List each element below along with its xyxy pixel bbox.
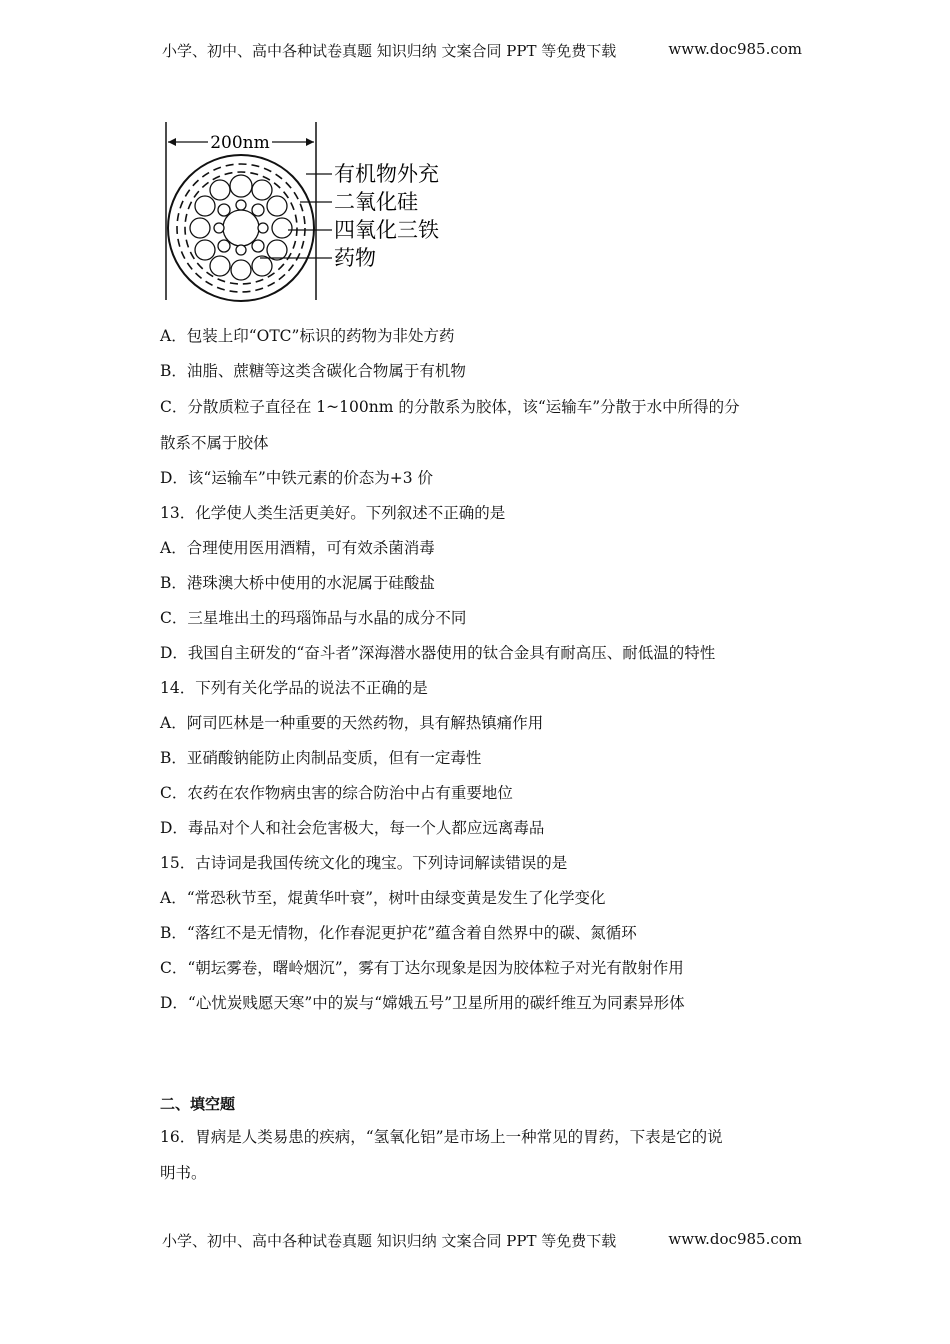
option-c-15: C．“朝坛雾卷，曙岭烟沉”，雾有丁达尔现象是因为胶体粒子对光有散射作用 xyxy=(160,959,684,977)
question-13: 13．化学使人类生活更美好。下列叙述不正确的是 xyxy=(160,504,506,522)
footer-url: www.doc985.com xyxy=(668,1230,802,1248)
option-d-12: D．该“运输车”中铁元素的价态为+3 价 xyxy=(160,469,434,487)
header-text: 小学、初中、高中各种试卷真题 知识归纳 文案合同 PPT 等免费下载 xyxy=(162,42,617,60)
header-url: www.doc985.com xyxy=(668,40,802,58)
question-14: 14．下列有关化学品的说法不正确的是 xyxy=(160,679,428,697)
option-b-14: B．亚硝酸钠能防止肉制品变质，但有一定毒性 xyxy=(160,749,482,767)
option-c-12-cont: 散系不属于胶体 xyxy=(160,434,269,452)
option-b-12: B．油脂、蔗糖等这类含碳化合物属于有机物 xyxy=(160,362,466,380)
section-title: 二、填空题 xyxy=(160,1095,236,1113)
footer-text: 小学、初中、高中各种试卷真题 知识归纳 文案合同 PPT 等免费下载 xyxy=(162,1232,617,1250)
option-b-13: B．港珠澳大桥中使用的水泥属于硅酸盐 xyxy=(160,574,435,592)
option-a-15: A．“常恐秋节至，焜黄华叶衰”，树叶由绿变黄是发生了化学变化 xyxy=(160,889,606,907)
label-organic-shell: 有机物外充 xyxy=(334,162,439,186)
page-header xyxy=(162,40,802,61)
question-16-cont: 明书。 xyxy=(160,1164,207,1182)
option-d-13: D．我国自主研发的“奋斗者”深海潜水器使用的钛合金具有耐高压、耐低温的特性 xyxy=(160,644,716,662)
option-c-12: C．分散质粒子直径在 1~100nm 的分散系为胶体，该“运输车”分散于水中所得的分 xyxy=(160,398,740,416)
question-16: 16．胃病是人类易患的疾病，“氢氧化铝”是市场上一种常见的胃药，下表是它的说 xyxy=(160,1128,723,1146)
page-footer xyxy=(162,1230,802,1251)
option-a-12: A．包装上印“OTC”标识的药物为非处方药 xyxy=(160,327,455,345)
question-15: 15．古诗词是我国传统文化的瑰宝。下列诗词解读错误的是 xyxy=(160,854,568,872)
label-silica: 二氧化硅 xyxy=(334,190,418,214)
option-a-13: A．合理使用医用酒精，可有效杀菌消毒 xyxy=(160,539,435,557)
nanoparticle-svg xyxy=(160,118,470,308)
option-a-14: A．阿司匹林是一种重要的天然药物，具有解热镇痛作用 xyxy=(160,714,544,732)
option-c-14: C．农药在农作物病虫害的综合防治中占有重要地位 xyxy=(160,784,513,802)
nanoparticle-diagram xyxy=(160,118,470,308)
label-drug: 药物 xyxy=(334,246,376,270)
dimension-label: 200nm xyxy=(210,133,270,153)
option-d-14: D．毒品对个人和社会危害极大，每一个人都应远离毒品 xyxy=(160,819,545,837)
label-iron-oxide: 四氧化三铁 xyxy=(334,218,439,242)
option-c-13: C．三星堆出土的玛瑙饰品与水晶的成分不同 xyxy=(160,609,467,627)
option-d-15: D．“心忧炭贱愿天寒”中的炭与“嫦娥五号”卫星所用的碳纤维互为同素异形体 xyxy=(160,994,685,1012)
option-b-15: B．“落红不是无情物，化作春泥更护花”蕴含着自然界中的碳、氮循环 xyxy=(160,924,637,942)
